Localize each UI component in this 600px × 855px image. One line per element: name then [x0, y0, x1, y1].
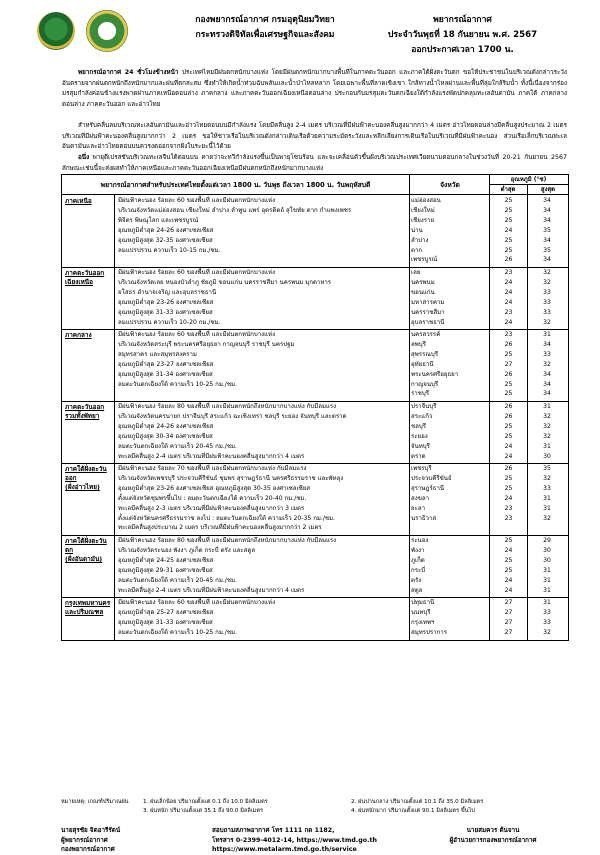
col-min: ต่ำสุด [500, 186, 516, 193]
province-name-column [411, 330, 489, 399]
footer-contact [212, 826, 422, 855]
forecast-line: ทะเลมีคลื่นสูง 2-4 เมตร บริเวณที่มีฝนฟ้าคะนองคลื่นสูงมากกว่า 4 เมตร [118, 586, 305, 594]
summary-text-3: พายุดีเปรสชันบริเวณทะเลจีนใต้ตอนบน คาดว่าจะทวีกำลังแรงขึ้นเป็นพายุโซนร้อน และจะเคลื่อนตัวขึ้นฝั่งบริเวณประเทศเวียดนามตอนกลางในช่วงวันที่ 20-21 กันยายน 2567 ลักษณะเช่นนี้จะส่งผลทำให้ภาคเหนือและภาคตะวันออกเฉียงเหนือมีฝนตกหนักถึงหนักมากบางแห่ง [62, 154, 567, 172]
temp-min: 25 [504, 246, 513, 254]
forecast-line: อุณหภูมิต่ำสุด 24-26 องศาเซลเซียส [118, 226, 214, 234]
summary-paragraph-2 [62, 121, 567, 153]
province-name: พระนครศรีอยุธยา [411, 370, 459, 378]
forecast-line: ลมแปรปรวน ความเร็ว 10-15 กม./ชม. [118, 246, 221, 254]
region-row [62, 597, 568, 640]
province-name: เชียงใหม่ [411, 206, 435, 214]
temp-min: 25 [504, 566, 513, 574]
summary-paragraph-3 [62, 153, 567, 174]
forecast-line: อุณหภูมิต่ำสุด 23-26 องศาเซลเซียส [118, 298, 214, 306]
province-name-column [411, 196, 489, 265]
temp-max: 34 [543, 236, 551, 244]
forecast-line: ตั้งแต่จังหวัดชุมพรขึ้นไป : ลมตะวันตกเฉียงใต้ ความเร็ว 20-40 กม./ชม. [118, 494, 307, 502]
forecaster-name: นายสุรชัย จิตอารีรัตน์ [61, 827, 121, 834]
temp-min-column [490, 268, 527, 327]
temp-max-column [528, 196, 566, 265]
temp-max: 32 [543, 432, 551, 440]
forecast-line: บริเวณจังหวัดระนอง พังงา ภูเก็ต กระบี่ ตรัง และสตูล [118, 546, 256, 554]
province-name: ราชบุรี [411, 390, 429, 398]
temp-min: 27 [504, 628, 513, 636]
region-name [65, 331, 110, 340]
forecast-line: ลมแปรปรวน ความเร็ว 10-20 กม./ชม. [118, 318, 221, 326]
temp-min: 24 [504, 288, 513, 296]
temp-max: 35 [543, 465, 551, 472]
region-row [62, 267, 568, 330]
temp-min: 24 [504, 576, 513, 584]
temp-max: 32 [543, 422, 551, 430]
region-name [65, 537, 110, 564]
temp-min: 24 [504, 494, 513, 502]
province-name: เชียงราย [411, 216, 435, 224]
province-name: จันทบุรี [411, 442, 430, 450]
col-max: สูงสุด [540, 186, 556, 193]
temp-min: 24 [504, 226, 513, 234]
summary-lead-2: อนึ่ง [78, 154, 90, 161]
summary-lead: พยากรณ์อากาศ 24 ชั่วโมงข้างหน้า [78, 69, 179, 76]
forecast-line: บริเวณจังหวัดแม่ฮ่องสอน เชียงใหม่ ลำปาง ลำพูน แพร่ อุตรดิตถ์ สุโขทัย ตาก กำแพงเพชร [118, 206, 352, 214]
forecast-line: ทะเลมีคลื่นสูง 2-3 เมตร บริเวณที่มีฝนฟ้าคะนองคลื่นสูงมากกว่า 3 เมตร [118, 504, 305, 512]
temp-max: 31 [543, 504, 551, 512]
temp-min: 24 [504, 278, 513, 286]
region-name-line: (ฝั่งอ่าวไทย) [65, 483, 100, 491]
header-org [150, 13, 380, 43]
footer-forecaster [61, 826, 201, 855]
province-name: สมุทรปราการ [411, 628, 447, 636]
temp-max: 30 [543, 556, 551, 564]
forecast-line: มีฝนฟ้าคะนอง ร้อยละ 80 ของพื้นที่ และมีฝนตกหนักถึงหนักมากบางแห่ง กับมีลมแรง [118, 403, 337, 410]
temp-min-column [490, 464, 527, 523]
temp-max: 31 [543, 494, 551, 502]
temp-min: 25 [504, 432, 513, 440]
province-name: สุราษฎร์ธานี [411, 484, 445, 492]
temp-max: 32 [543, 269, 551, 276]
region-name [65, 197, 110, 206]
contact-line2[interactable]: โทรสาร 0-2399-4012-14, https://www.tmd.go.th [212, 836, 377, 844]
province-name: ยะลา [411, 504, 425, 512]
forecast-line: บริเวณจังหวัดสระบุรี พระนครศรีอยุธยา กาญจนบุรี ราชบุรี นครปฐม [118, 340, 295, 348]
contact-line1: สอบถามสภาพอากาศ โทร 1111 กด 1182, [212, 827, 335, 834]
temp-max: 35 [543, 246, 551, 254]
temp-max: 34 [543, 256, 551, 264]
footer-director [418, 826, 568, 845]
temp-min: 23 [504, 269, 513, 276]
forecast-line: อุณหภูมิต่ำสุด 24-25 องศาเซลเซียส [118, 556, 214, 564]
region-name [65, 599, 110, 617]
forecast-line: ทะเลมีคลื่นสูง 2-4 เมตร บริเวณที่มีฝนฟ้าคะนองคลื่นสูงมากกว่า 4 เมตร [118, 452, 305, 460]
province-name-column [411, 464, 489, 523]
province-name: สตูล [411, 586, 423, 594]
temp-min: 26 [504, 465, 513, 472]
province-name: ลพบุรี [411, 340, 426, 348]
doc-title: พยากรณ์อากาศ [433, 15, 492, 25]
forecast-line: อุณหภูมิสูงสุด 31-33 องศาเซลเซียส [118, 308, 213, 316]
region-name-line: ภาคกลาง [65, 331, 92, 339]
province-name: นครพนม [411, 278, 435, 286]
table-header [62, 175, 568, 195]
temp-max: 33 [543, 298, 551, 306]
forecast-line-column [118, 402, 398, 461]
forecast-line: ลมตะวันตกเฉียงใต้ ความเร็ว 10-25 กม./ชม. [118, 628, 237, 636]
temp-max: 33 [543, 350, 551, 358]
forecast-line-column [118, 464, 398, 533]
temp-max: 34 [543, 390, 551, 398]
temp-max: 34 [543, 197, 551, 204]
forecast-line: บริเวณจังหวัดนครนายก ปราจีนบุรี สระแก้ว ฉะเชิงเทรา ชลบุรี ระยอง จันทบุรี และตราด [118, 412, 347, 420]
temp-max: 32 [543, 514, 551, 522]
province-name: เพชรบูรณ์ [411, 256, 438, 264]
org-line1: กองพยากรณ์อากาศ กรมอุตุนิยมวิทยา [195, 15, 335, 25]
temp-min-column [490, 598, 527, 638]
province-name: นครสวรรค์ [411, 331, 441, 338]
temp-max: 33 [543, 308, 551, 316]
temp-max: 32 [543, 360, 551, 368]
province-name: อุทัยธานี [411, 360, 434, 368]
forecast-line: มีฝนฟ้าคะนอง ร้อยละ 60 ของพื้นที่ และมีฝนตกหนักบางแห่ง [118, 269, 276, 276]
temp-max: 33 [543, 484, 551, 492]
temp-max: 32 [543, 278, 551, 286]
forecast-line: มีฝนฟ้าคะนอง ร้อยละ 60 ของพื้นที่ และมีฝนตกหนักบางแห่ง [118, 331, 276, 338]
temp-min: 27 [504, 360, 513, 368]
province-name: ขอนแก่น [411, 288, 435, 296]
col-temp: อุณหภูมิ (°ซ) [489, 175, 568, 185]
forecast-line: อุณหภูมิสูงสุด 31-33 องศาเซลเซียส [118, 618, 213, 626]
province-name: ตรัง [411, 576, 422, 584]
region-row [62, 329, 568, 402]
table-title: พยากรณ์อากาศสำหรับประเทศไทยตั้งแต่เวลา 1800 น. วันพุธ ถึงเวลา 1800 น. วันพฤหัสบดี [100, 181, 371, 189]
temp-max: 31 [543, 566, 551, 574]
forecast-line: ลมตะวันตกเฉียงใต้ ความเร็ว 10-25 กม./ชม. [118, 380, 237, 388]
summary-paragraph-1 [62, 68, 567, 110]
province-name: นครราชสีมา [411, 308, 445, 316]
province-name: นราธิวาส [411, 514, 437, 522]
forecast-line: บริเวณจังหวัดเลย หนองบัวลำภู ชัยภูมิ ขอนแก่น นครราชสีมา นครพนม มุกดาหาร [118, 278, 332, 286]
temp-min: 26 [504, 403, 513, 410]
forecast-line: ทะเลมีคลื่นสูงประมาณ 2 เมตร บริเวณที่มีฝนฟ้าคะนองคลื่นสูงมากกว่า 2 เมตร [118, 524, 322, 532]
temp-min-column [490, 536, 527, 595]
col-province: จังหวัด [440, 181, 460, 189]
province-name: กาญจนบุรี [411, 380, 439, 388]
temp-max-column [528, 536, 566, 595]
region-name-line: ภาคตะวันออกเฉียงเหนือ [65, 269, 105, 286]
region-name-line: และปริมณฑล [65, 608, 104, 616]
temp-max: 33 [543, 288, 551, 296]
temp-min: 25 [504, 537, 513, 544]
temp-max: 34 [543, 370, 551, 378]
doc-date: ประจำวันพุธที่ 18 กันยายน พ.ศ. 2567 [387, 30, 538, 40]
temp-min: 26 [504, 370, 513, 378]
province-name: กระบี่ [411, 566, 426, 574]
temp-min: 27 [504, 599, 513, 606]
org-line2: กระทรวงดิจิทัลเพื่อเศรษฐกิจและสังคม [195, 30, 335, 40]
region-name-line: ภาคเหนือ [65, 197, 92, 205]
forecast-line-column [118, 330, 398, 389]
temp-min: 23 [504, 504, 513, 512]
forecaster-org: กองพยากรณ์อากาศ [61, 846, 115, 853]
region-row [62, 195, 568, 268]
province-name: อุบลราชธานี [411, 318, 445, 326]
forecast-line: ลมตะวันตกเฉียงใต้ ความเร็ว 20-45 กม./ชม. [118, 442, 237, 450]
contact-line3[interactable]: https://www.metalarm.tmd.go.th/service [212, 846, 357, 853]
temp-min: 24 [504, 442, 513, 450]
temp-min: 24 [504, 586, 513, 594]
province-name: ระยอง [411, 432, 428, 440]
temp-min: 25 [504, 216, 513, 224]
temp-max: 32 [543, 318, 551, 326]
forecast-line-column [118, 268, 398, 327]
province-name: มหาสารคาม [411, 298, 445, 306]
temp-min-column [490, 402, 527, 461]
province-name: ลำปาง [411, 236, 429, 244]
province-name: ตราด [411, 452, 426, 460]
region-name [65, 269, 110, 287]
region-name-line: รวมทั้งพัทยา [65, 412, 100, 420]
temp-max: 33 [543, 618, 551, 626]
forecast-line: บริเวณจังหวัดเพชรบุรี ประจวบคีรีขันธ์ ชุมพร สุราษฎร์ธานี นครศรีธรรมราช และพัทลุง [118, 474, 344, 482]
temp-max: 32 [543, 412, 551, 420]
forecast-line: พิจิตร พิษณุโลก และเพชรบูรณ์ [118, 216, 199, 224]
temp-max: 30 [543, 452, 551, 460]
province-name: สงขลา [411, 494, 430, 502]
region-row [62, 535, 568, 598]
region-name [65, 465, 110, 492]
forecast-line: อุณหภูมิสูงสุด 29-31 องศาเซลเซียส [118, 566, 213, 574]
forecast-line: ยโสธร อำนาจเจริญ และอุบลราชธานี [118, 288, 217, 296]
temp-min: 25 [504, 474, 513, 482]
note-3: 3. ฝนหนัก ปริมาณตั้งแต่ 35.1 ถึง 90.0 มิลลิเมตร [143, 808, 263, 814]
note-4: 4. ฝนหนักมาก ปริมาณตั้งแต่ 90.1 มิลลิเมตร ขึ้นไป [351, 808, 475, 814]
province-name: ตาก [411, 246, 423, 254]
temp-min: 25 [504, 236, 513, 244]
temp-min: 23 [504, 514, 513, 522]
temp-min: 25 [504, 350, 513, 358]
province-name: นนทบุรี [411, 608, 431, 616]
province-name: กรุงเทพฯ [411, 618, 435, 626]
temp-max: 31 [543, 576, 551, 584]
temp-max-column [528, 268, 566, 327]
forecast-line-column [118, 598, 398, 638]
temp-max-column [528, 464, 566, 523]
temp-min: 26 [504, 412, 513, 420]
temp-max-column [528, 402, 566, 461]
region-row [62, 463, 568, 536]
province-name: ระนอง [411, 537, 429, 544]
temp-max: 30 [543, 546, 551, 554]
temp-max: 31 [543, 586, 551, 594]
forecast-line: อุณหภูมิต่ำสุด 23-27 องศาเซลเซียส [118, 360, 214, 368]
temp-min: 25 [504, 422, 513, 430]
forecast-line: อุณหภูมิสูงสุด 30-34 องศาเซลเซียส [118, 432, 213, 440]
note-1: 1. ฝนเล็กน้อย ปริมาณตั้งแต่ 0.1 ถึง 10.0 มิลลิเมตร [143, 799, 268, 805]
province-name: สุพรรณบุรี [411, 350, 439, 358]
province-name: น่าน [411, 226, 423, 234]
temp-max: 31 [543, 442, 551, 450]
temp-min-column [490, 196, 527, 265]
temp-min: 26 [504, 256, 513, 264]
temp-max: 31 [543, 599, 551, 606]
issued-time: ออกประกาศเวลา 1700 น. [411, 45, 514, 55]
forecast-line: อุณหภูมิต่ำสุด 24-26 องศาเซลเซียส [118, 422, 214, 430]
temp-max: 35 [543, 226, 551, 234]
temp-min: 24 [504, 452, 513, 460]
temp-min: 25 [504, 380, 513, 388]
forecast-line: อุณหภูมิต่ำสุด 25-27 องศาเซลเซียส [118, 608, 214, 616]
temp-min: 26 [504, 340, 513, 348]
summary-text-1: ประเทศไทยมีฝนตกหนักบางแห่ง โดยมีฝนตกหนักมากบางพื้นที่ในภาคตะวันออก และภาคใต้ฝั่งตะวันตก ขอให้ประชาชนในบริเวณดังกล่าวระวังอันตรายจากฝนตกหนักถึงหนักมากและฝนที่ตกสะสม ซึ่งทำให้เกิดน้ำท่วมฉับพลันและน้ำป่าไหลหลาก โดยเฉพาะพื้นที่ลาดเชิงเขา ใกล้ทางน้ำไหลผ่านและพื้นที่ลุ่มใกล้ริมน้ำ ทั้งนี้เนื่องจากร่องมรสุมกำลังค่อนข้างแรงพาดผ่านภาคเหนือตอนล่าง ภาคกลาง และภาคตะวันออกเฉียงเหนือตอนล่าง ประกอบกับมรสุมตะวันตกเฉียงใต้กำลังแรงพัดปกคลุมทะเลอันดามัน ภาคใต้ ภาคกลางตอนล่าง ภาคตะวันออก และอ่าวไทย [62, 69, 567, 108]
region-name [65, 403, 110, 421]
temp-min: 25 [504, 556, 513, 564]
temp-max: 31 [543, 403, 551, 410]
temp-min: 24 [504, 546, 513, 554]
temp-min-column [490, 330, 527, 399]
temp-max: 29 [543, 537, 551, 544]
temp-max-column [528, 598, 566, 638]
region-name-line: กรุงเทพมหานคร [65, 599, 111, 607]
temp-min: 25 [504, 484, 513, 492]
province-name-column [411, 598, 489, 638]
province-name: เพชรบุรี [411, 465, 432, 472]
region-row [62, 401, 568, 464]
province-name: สระแก้ว [411, 412, 433, 420]
region-name-line: (ฝั่งอันดามัน) [65, 555, 103, 563]
temp-min: 25 [504, 390, 513, 398]
region-name-line: ภาคตะวันออก [65, 403, 105, 411]
province-name: พังงา [411, 546, 425, 554]
temp-min: 25 [504, 197, 513, 204]
province-name: เลย [411, 269, 421, 276]
summary-text-2: สำหรับคลื่นลมบริเวณทะเลอันดามันและอ่าวไทยตอนบนมีกำลังแรง โดยมีคลื่นสูง 2-4 เมตร บริเวณที่มีฝนฟ้าคะนองคลื่นสูงมากกว่า 4 เมตร อ่าวไทยตอนล่างมีคลื่นสูงประมาณ 2 เมตร บริเวณที่มีฝนฟ้าคะนองคลื่นสูงมากกว่า 2 เมตร ขอให้ชาวเรือในบริเวณดังกล่าวเดินเรือด้วยความระมัดระวังและหลีกเลี่ยงการเดินเรือในบริเวณที่มีฝนฟ้าคะนอง ส่วนเรือเล็กบริเวณทะเลอันดามันและอ่าวไทยตอนบนควรงดออกจากฝั่งในระยะนี้ไว้ด้วย [62, 122, 567, 151]
forecast-line: มีฝนฟ้าคะนอง ร้อยละ 70 ของพื้นที่ และมีฝนตกหนักบางแห่ง กับมีลมแรง [118, 465, 307, 472]
temp-min: 27 [504, 618, 513, 626]
province-name-column [411, 402, 489, 461]
province-name: ประจวบคีรีขันธ์ [411, 474, 452, 482]
forecast-line: อุณหภูมิต่ำสุด 23-26 องศาเซลเซียส อุณหภูมิสูงสุด 30-35 องศาเซลเซียส [118, 484, 311, 492]
note-2: 2. ฝนปานกลาง ปริมาณตั้งแต่ 10.1 ถึง 35.0 มิลลิเมตร [351, 799, 484, 805]
temp-max: 32 [543, 628, 551, 636]
director-name: นายสมควร ต้นจาน [466, 827, 520, 834]
forecast-line: มีฝนฟ้าคะนอง ร้อยละ 80 ของพื้นที่ และมีฝนตกหนักถึงหนักมากบางแห่ง กับมีลมแรง [118, 537, 337, 544]
forecast-line-column [118, 196, 398, 255]
temp-max: 31 [543, 331, 551, 338]
temp-max: 33 [543, 608, 551, 616]
forecaster-role: ผู้พยากรณ์อากาศ [61, 836, 108, 844]
province-name-column [411, 268, 489, 327]
temp-min: 24 [504, 318, 513, 326]
forecast-line: อุณหภูมิสูงสุด 31-34 องศาเซลเซียส [118, 370, 213, 378]
temp-min: 27 [504, 608, 513, 616]
header-issue [380, 13, 545, 58]
temp-max: 34 [543, 380, 551, 388]
province-name: ปราจีนบุรี [411, 403, 437, 410]
temp-min: 25 [504, 206, 513, 214]
region-name-line: ภาคใต้ฝั่งตะวันตก [65, 537, 107, 554]
province-name-column [411, 536, 489, 595]
temp-min: 23 [504, 308, 513, 316]
temp-max-column [528, 330, 566, 399]
notes-label: หมายเหตุ: เกณฑ์ปริมาณฝน [61, 799, 129, 805]
region-name-line: ภาคใต้ฝั่งตะวันออก [65, 465, 107, 482]
temp-max: 34 [543, 340, 551, 348]
forecast-line-column [118, 536, 398, 595]
temp-min: 24 [504, 298, 513, 306]
forecast-line: มีฝนฟ้าคะนอง ร้อยละ 60 ของพื้นที่ และมีฝนตกหนักบางแห่ง [118, 197, 276, 204]
forecast-line: ตั้งแต่จังหวัดนครศรีธรรมราช ลงไป : ลมตะวันตกเฉียงใต้ ความเร็ว 20-35 กม./ชม. [118, 514, 335, 522]
director-role: ผู้อำนวยการกองพยากรณ์อากาศ [449, 836, 537, 844]
province-name: ชลบุรี [411, 422, 427, 430]
tmd-logo [37, 12, 75, 50]
province-name: ภูเก็ต [411, 556, 425, 564]
forecast-table [61, 174, 569, 641]
temp-max: 32 [543, 474, 551, 482]
forecast-line: อุณหภูมิสูงสุด 32-35 องศาเซลเซียส [118, 236, 213, 244]
forecast-line: ลมตะวันตกเฉียงใต้ ความเร็ว 20-45 กม./ชม. [118, 576, 237, 584]
temp-max: 34 [543, 216, 551, 224]
ministry-logo [86, 10, 128, 52]
forecast-line: สมุทรสาคร และสมุทรสงคราม [118, 350, 197, 358]
province-name: แม่ฮ่องสอน [411, 197, 441, 204]
province-name: ปทุมธานี [411, 599, 435, 606]
forecast-line: มีฝนฟ้าคะนอง ร้อยละ 60 ของพื้นที่ และมีฝนตกหนักบางแห่ง [118, 599, 276, 606]
temp-min: 23 [504, 331, 513, 338]
temp-max: 34 [543, 206, 551, 214]
